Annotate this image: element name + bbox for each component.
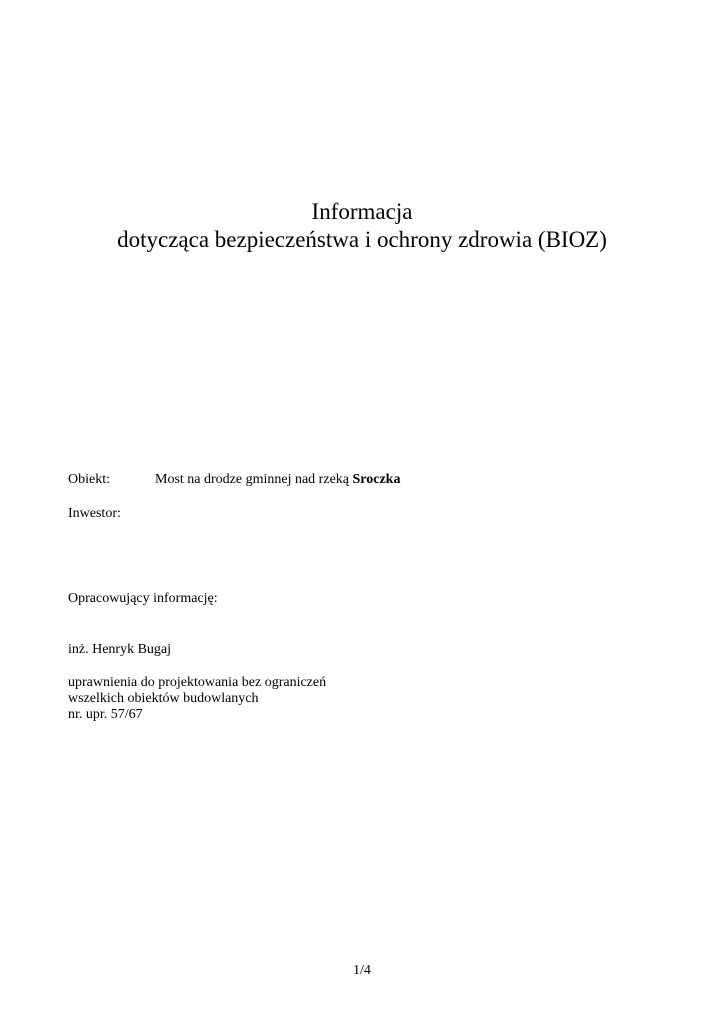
prepared-by-field — [68, 591, 218, 607]
author-license-block — [68, 675, 326, 723]
object-field — [68, 472, 400, 488]
title-line-1: Informacja — [311, 199, 413, 224]
object-value-text: Most na drodze gminnej nad rzeką — [155, 472, 353, 487]
document-title — [0, 198, 724, 254]
title-line-2: dotycząca bezpieczeństwa i ochrony zdrowia (BIOZ) — [117, 227, 607, 252]
author-name: inż. Henryk Bugaj — [68, 642, 172, 657]
prepared-by-label: Opracowujący informację: — [68, 591, 218, 606]
license-number: nr. upr. 57/67 — [68, 707, 143, 722]
license-line-2: wszelkich obiektów budowlanych — [68, 691, 259, 706]
license-line-1: uprawnienia do projektowania bez ograniczeń — [68, 675, 327, 690]
object-label: Obiekt: — [68, 472, 110, 487]
object-value — [155, 472, 400, 487]
author-name-block — [68, 642, 171, 658]
investor-label: Inwestor: — [68, 506, 121, 521]
investor-field — [68, 506, 121, 522]
river-name: Sroczka — [352, 472, 401, 487]
page-number: 1/4 — [353, 963, 371, 978]
